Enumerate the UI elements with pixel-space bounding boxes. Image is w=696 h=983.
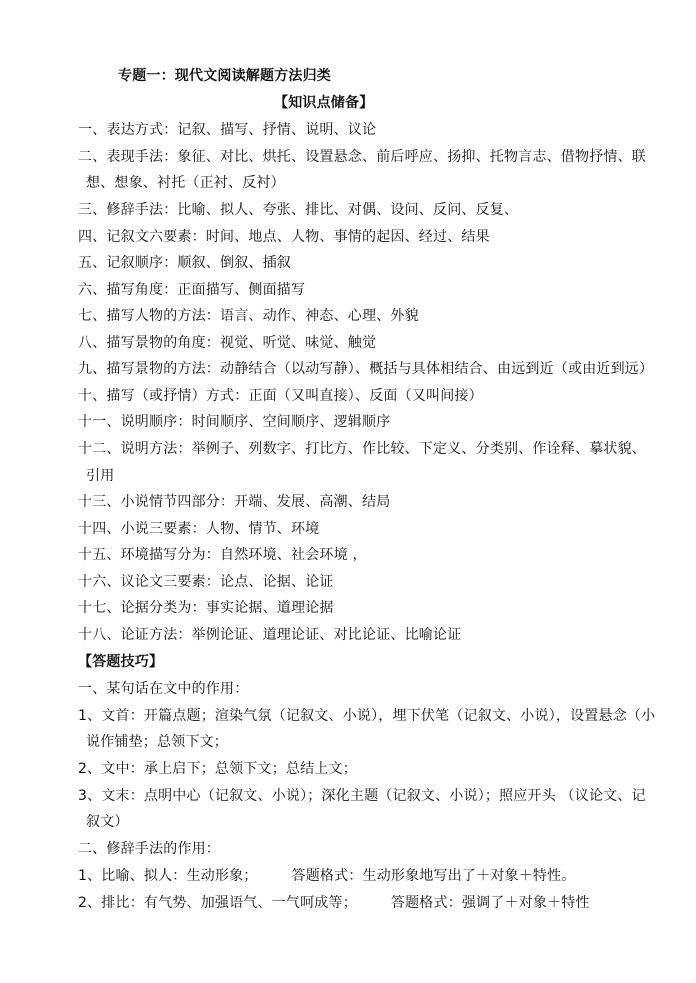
knowledge-line: 四、记叙文六要素：时间、地点、人物、事情的起因、经过、结果: [78, 229, 490, 245]
rhetoric-answer-format: 答题格式：生动形象地写出了＋对象＋特性。: [291, 868, 576, 884]
knowledge-line: 引用: [86, 468, 115, 484]
knowledge-line: 十、描写（或抒情）方式：正面（又叫直接）、反面（又叫间接）: [78, 388, 483, 404]
skills-line: 叙文）: [86, 814, 129, 830]
skills-line: 说作铺垫；总领下文；: [86, 734, 228, 750]
document-title: 专题一：现代文阅读解题方法归类: [118, 68, 331, 84]
knowledge-line: 一、表达方式：记叙、描写、抒情、说明、议论: [78, 122, 377, 138]
knowledge-line: 想、想象、衬托（正衬、反衬）: [86, 175, 285, 191]
section-heading-knowledge: 【知识点储备】: [274, 95, 374, 111]
knowledge-line: 十七、论据分类为：事实论据、道理论据: [78, 600, 334, 616]
rhetoric-effect: 2、排比：有气势、加强语气、一气呵成等；: [78, 895, 357, 911]
knowledge-line: 八、描写景物的角度：视觉、听觉、味觉、触觉: [78, 335, 377, 351]
knowledge-line: 七、描写人物的方法：语言、动作、神态、心理、外貌: [78, 308, 419, 324]
knowledge-line: 二、表现手法：象征、对比、烘托、设置悬念、前后呼应、扬抑、托物言志、借物抒情、联: [78, 149, 646, 165]
knowledge-line: 六、描写角度：正面描写、侧面描写: [78, 282, 306, 298]
section-heading-skills: 【答题技巧】: [78, 654, 164, 670]
knowledge-line: 十五、环境描写分为：自然环境、社会环境 ，: [78, 547, 367, 563]
knowledge-line: 十三、小说情节四部分：开端、发展、高潮、结局: [78, 494, 391, 510]
skills-line: 1、文首：开篇点题；渲染气氛（记叙文、小说），埋下伏笔（记叙文、小说），设置悬念（小: [78, 708, 656, 724]
skills-line: 二、修辞手法的作用：: [78, 841, 220, 857]
knowledge-line: 三、修辞手法：比喻、拟人、夸张、排比、对偶、设问、反问、反复、: [78, 202, 519, 218]
knowledge-line: 十八、论证方法：举例论证、道理论证、对比论证、比喻论证: [78, 627, 462, 643]
knowledge-line: 五、记叙顺序：顺叙、倒叙、插叙: [78, 255, 291, 271]
rhetoric-line: [78, 867, 576, 885]
rhetoric-answer-format: 答题格式：强调了＋对象＋特性: [390, 895, 590, 911]
knowledge-line: 十一、说明顺序：时间顺序、空间顺序、逻辑顺序: [78, 414, 391, 430]
knowledge-line: 十二、说明方法：举例子、列数字、打比方、作比较、下定义、分类别、作诠释、摹状貌、: [78, 441, 646, 457]
rhetoric-line: [78, 894, 590, 912]
rhetoric-effect: 1、比喻、拟人：生动形象；: [78, 868, 258, 884]
knowledge-line: 九、描写景物的方法：动静结合（以动写静）、概括与具体相结合、由远到近（或由近到远）: [78, 361, 654, 377]
skills-line: 一、某句话在文中的作用：: [78, 681, 249, 697]
skills-line: 2、文中：承上启下；总领下文；总结上文；: [78, 761, 357, 777]
skills-line: 3、文末：点明中心（记叙文、小说）；深化主题（记叙文、小说）；照应开头 （议论文、记: [78, 788, 646, 804]
knowledge-line: 十六、议论文三要素：论点、论据、论证: [78, 574, 334, 590]
knowledge-line: 十四、小说三要素：人物、情节、环境: [78, 521, 320, 537]
